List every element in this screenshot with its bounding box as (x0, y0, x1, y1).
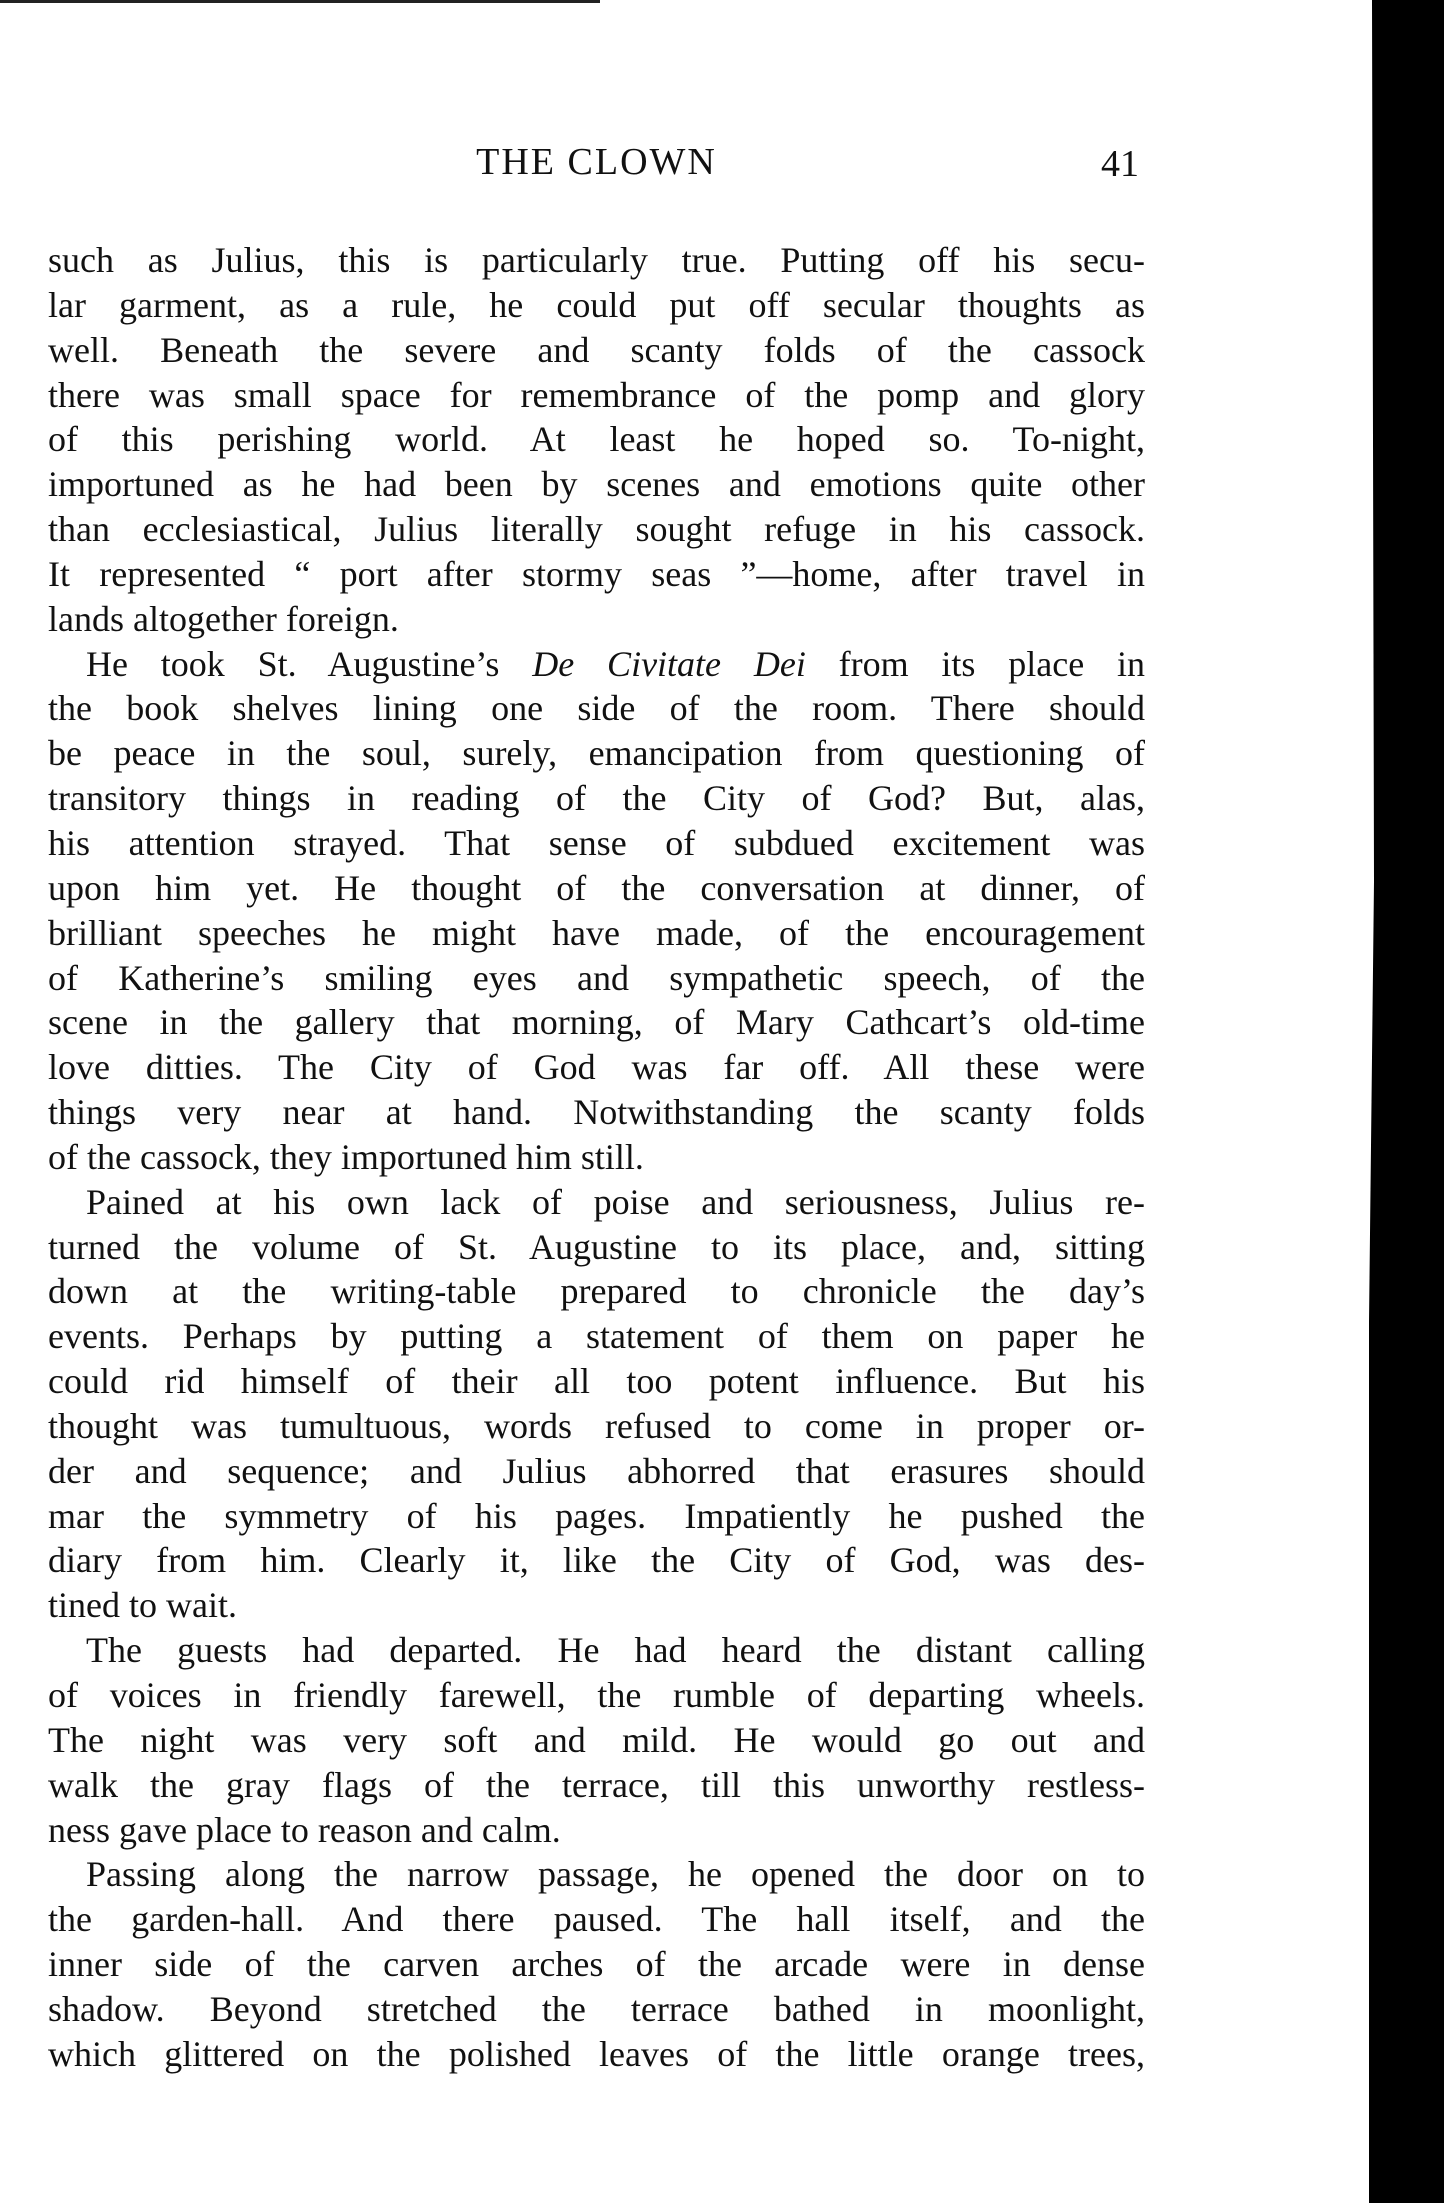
text-line: upon him yet. He thought of the conversation at dinner, of (48, 867, 1145, 908)
text-line: inner side of the carven arches of the arcade were in dense (48, 1944, 1145, 1985)
text-line: scene in the gallery that morning, of Mary Cathcart’s old-time (48, 1002, 1145, 1043)
text-line: turned the volume of St. Augustine to its place, and, sitting (48, 1226, 1145, 1267)
text-line: brilliant speeches he might have made, of the encouragement (48, 912, 1145, 953)
text-line: events. Perhaps by putting a statement of them on paper he (48, 1316, 1145, 1357)
text-line: love ditties. The City of God was far off. All these were (48, 1047, 1145, 1088)
running-title: THE CLOWN (476, 141, 717, 183)
text-line (48, 642, 1145, 687)
text-line: der and sequence; and Julius abhorred that erasures should (48, 1450, 1145, 1491)
text-line: of the cassock, they importuned him still. (48, 1136, 644, 1177)
text-line: lands altogether foreign. (48, 598, 399, 639)
text-line: his attention strayed. That sense of subdued excitement was (48, 822, 1145, 863)
text-line: Passing along the narrow passage, he opened the door on to (86, 1854, 1145, 1895)
text-line: importuned as he had been by scenes and emotions quite other (48, 464, 1145, 505)
text-line: the book shelves lining one side of the room. There should (48, 688, 1145, 729)
italic-title: De Civitate Dei (532, 643, 806, 684)
text-line: down at the writing-table prepared to chronicle the day’s (48, 1271, 1145, 1312)
page-number: 41 (1101, 143, 1139, 185)
text-segment: from its place in (805, 643, 1145, 684)
text-line: could rid himself of their all too potent influence. But his (48, 1361, 1145, 1402)
text-line: It represented “ port after stormy seas ”—home, after travel in (48, 553, 1145, 594)
text-segment: He took St. Augustine’s (86, 643, 533, 684)
text-line: diary from him. Clearly it, like the City of God, was des- (48, 1540, 1145, 1581)
text-line: which glittered on the polished leaves of the little orange trees, (48, 2033, 1145, 2074)
text-line: mar the symmetry of his pages. Impatiently he pushed the (48, 1495, 1145, 1536)
text-line: lar garment, as a rule, he could put off secular thoughts as (48, 284, 1145, 325)
text-line: walk the gray flags of the terrace, till this unworthy restless- (48, 1764, 1145, 1805)
text-line: Pained at his own lack of poise and seriousness, Julius re- (86, 1181, 1145, 1222)
text-line: thought was tumultuous, words refused to come in proper or- (48, 1405, 1145, 1446)
text-line: The guests had departed. He had heard the distant calling (86, 1630, 1145, 1671)
text-line: the garden-hall. And there paused. The hall itself, and the (48, 1899, 1145, 1940)
text-line: things very near at hand. Notwithstanding the scanty folds (48, 1092, 1145, 1133)
body-text (48, 238, 1145, 2077)
text-line: ness gave place to reason and calm. (48, 1809, 561, 1850)
text-line: transitory things in reading of the City of God? But, alas, (48, 778, 1145, 819)
text-line: tined to wait. (48, 1585, 237, 1626)
scan-page-edge (1369, 0, 1444, 2203)
running-header (48, 140, 1145, 190)
text-line: of this perishing world. At least he hoped so. To-night, (48, 419, 1145, 460)
text-line: be peace in the soul, surely, emancipation from questioning of (48, 733, 1145, 774)
text-line: than ecclesiastical, Julius literally sought refuge in his cassock. (48, 509, 1145, 550)
text-line: well. Beneath the severe and scanty folds of the cassock (48, 329, 1145, 370)
text-line: such as Julius, this is particularly true. Putting off his secu- (48, 240, 1145, 280)
text-line: The night was very soft and mild. He would go out and (48, 1719, 1145, 1760)
text-line: there was small space for remembrance of the pomp and glory (48, 374, 1145, 415)
text-line: of voices in friendly farewell, the rumble of departing wheels. (48, 1675, 1145, 1715)
text-line: of Katherine’s smiling eyes and sympathetic speech, of the (48, 957, 1145, 998)
scan-top-rule (0, 0, 600, 3)
text-line: shadow. Beyond stretched the terrace bathed in moonlight, (48, 1988, 1145, 2029)
